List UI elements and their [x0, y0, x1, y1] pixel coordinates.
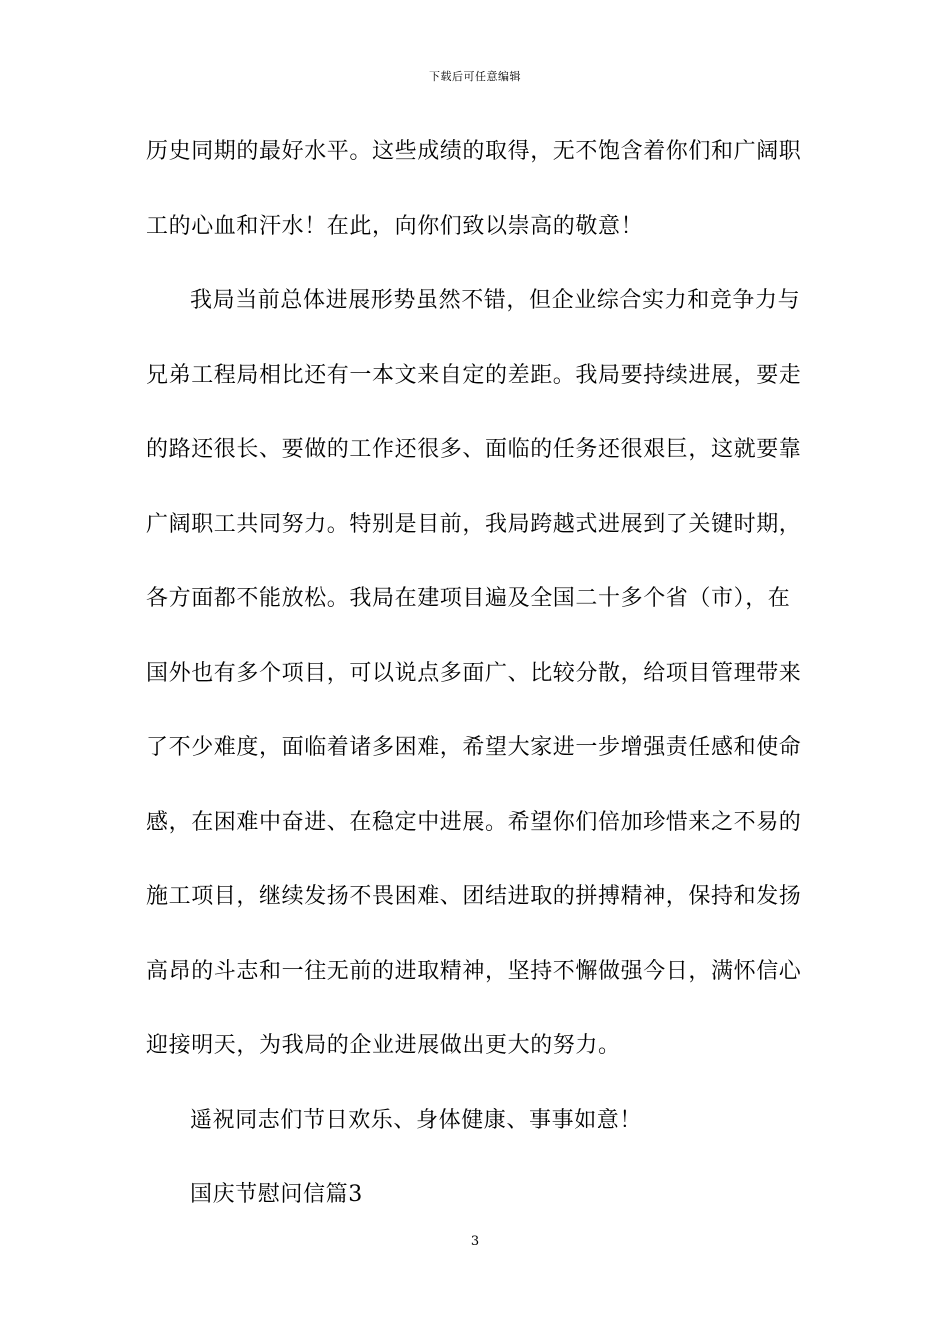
text-line: 工的心血和汗水！在此，向你们致以崇高的敬意！	[146, 213, 644, 239]
text-line: 感，在困难中奋进、在稳定中进展。希望你们倍加珍惜来之不易的	[146, 809, 802, 835]
text-line: 的路还很长、要做的工作还很多、面临的任务还很艰巨，这就要靠	[146, 437, 802, 462]
paragraph-start-line: 我局当前总体进展形势虽然不错，但企业综合实力和竞争力与	[190, 288, 801, 313]
section-heading: 国庆节慰问信篇3	[190, 1182, 363, 1207]
text-line: 迎接明天，为我局的企业进展做出更大的努力。	[146, 1033, 621, 1058]
text-line: 高昂的斗志和一往无前的进取精神，坚持不懈做强今日，满怀信心	[146, 958, 802, 984]
text-line: 兄弟工程局相比还有一本文来自定的差距。我局要持续进展，要走	[146, 362, 802, 388]
greeting-line: 遥祝同志们节日欢乐、身体健康、事事如意！	[190, 1107, 643, 1133]
text-line: 国外也有多个项目，可以说点多面广、比较分散，给项目管理带来	[146, 660, 802, 686]
body-text	[146, 130, 806, 1248]
text-line: 历史同期的最好水平。这些成绩的取得，无不饱含着你们和广阔职	[146, 139, 802, 164]
text-line: 各方面都不能放松。我局在建项目遍及全国二十多个省（市），在	[146, 586, 791, 611]
text-line: 了不少难度，面临着诸多困难，希望大家进一步增强责任感和使命	[146, 735, 802, 760]
header-note: 下载后可任意编辑	[429, 70, 521, 83]
text-line: 施工项目，继续发扬不畏困难、团结进取的拼搏精神，保持和发扬	[146, 884, 802, 909]
text-line: 广阔职工共同努力。特别是目前，我局跨越式进展到了关键时期，	[146, 511, 802, 537]
page-number: 3	[470, 1234, 480, 1249]
